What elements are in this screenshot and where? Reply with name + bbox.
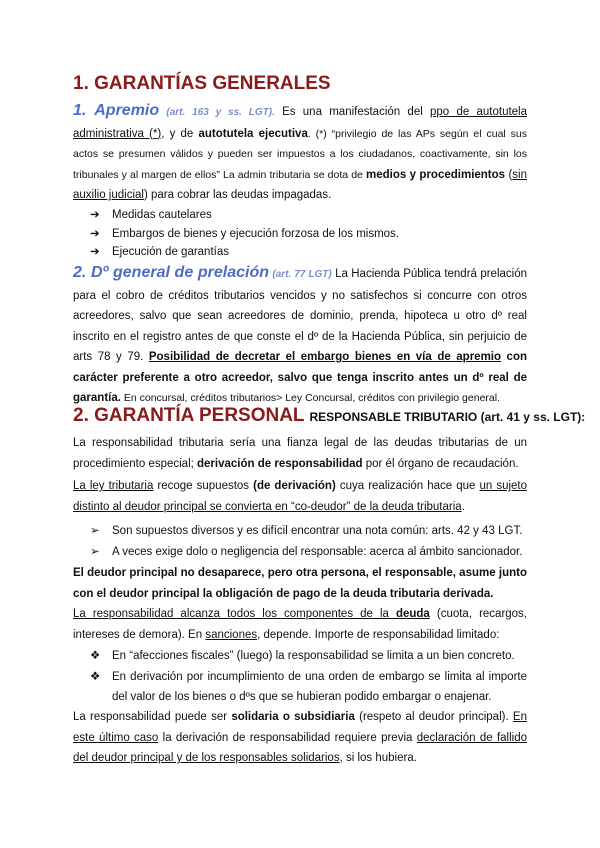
apremio-paragraph bbox=[73, 101, 527, 206]
apremio-bold-1: autotutela ejecutiva bbox=[198, 127, 308, 140]
p2-bold: (de derivación) bbox=[253, 480, 336, 492]
deudor-principal-paragraph: El deudor principal no desaparece, pero otra persona, el responsable, asume junto con el deudor principal la obligación de pago de la deuda tributaria derivada. bbox=[73, 567, 527, 600]
list-item-text: Medidas cautelares bbox=[112, 209, 212, 221]
arrow-icon: ➔ bbox=[90, 227, 100, 240]
p5-underline-2: declaración de fallido del deudor principal y de los responsables solidarios bbox=[73, 731, 527, 764]
prelacion-ref: (art. 77 LGT) bbox=[272, 269, 332, 280]
p5-text-1: La responsabilidad puede ser bbox=[73, 711, 232, 723]
p4-text-1: (cuota, recargos, intereses de demora). En bbox=[73, 608, 528, 641]
list-item bbox=[90, 206, 399, 225]
responsabilidad-paragraph bbox=[73, 433, 527, 474]
list-item bbox=[90, 521, 522, 542]
apremio-text-5: ) para cobrar las deudas impagadas. bbox=[143, 189, 332, 201]
list-item bbox=[90, 243, 399, 262]
limites-list bbox=[90, 646, 527, 708]
prelacion-paragraph bbox=[73, 263, 527, 409]
prelacion-heading: 2. Dº general de prelación bbox=[73, 264, 270, 281]
list-item-text: A veces exige dolo o negligencia del responsable: acerca al ámbito sancionador. bbox=[112, 545, 523, 558]
prelacion-bold-underline: Posibilidad de decretar el embargo bienes en vía de apremio bbox=[148, 351, 502, 363]
section2-subtitle: RESPONSABLE TRIBUTARIO (art. 41 y ss. LGT): bbox=[309, 410, 586, 424]
list-item bbox=[90, 225, 399, 244]
apremio-heading: 1. Apremio bbox=[73, 102, 160, 119]
prelacion-bold: con carácter preferente a otro acreedor, salvo que tenga inscrito antes un dº real de garantía. bbox=[73, 351, 527, 404]
p2-text-2: cuya realización hace que bbox=[335, 480, 480, 492]
p1-text-2: por él órgano de recaudación. bbox=[362, 457, 519, 470]
arrowhead-icon: ➢ bbox=[90, 525, 100, 537]
section1-title: 1. GARANTÍAS GENERALES bbox=[73, 73, 331, 94]
prelacion-text-1: La Hacienda Pública tendrá prelación para el cobro de créditos tributarios vencidos y no satisfechos si concurre con otros acreedores, salvo que sean acreedores de dominio, prenda, hipoteca u otro dº real inscrito en el registro antes de que conste el dº de la Hacienda Pública, sin perjuicio de arts 78 y 79. bbox=[73, 268, 527, 363]
arrow-icon: ➔ bbox=[90, 246, 100, 258]
list-item-text: En derivación por incumplimiento de una orden de embargo se limita al importe del valor de los bienes o dºs que se hubieran podido embargar o enajenar. bbox=[112, 670, 527, 703]
p2-text-3: . bbox=[461, 500, 465, 513]
list-item bbox=[90, 646, 527, 667]
p4-underline-2: sanciones bbox=[205, 628, 258, 641]
arrowhead-icon: ➢ bbox=[90, 545, 100, 558]
p1-bold: derivación de responsabilidad bbox=[197, 457, 363, 470]
alcance-paragraph bbox=[73, 604, 527, 645]
p5-bold: solidaria o subsidiaria bbox=[231, 711, 355, 723]
p4-bold-underline: deuda bbox=[395, 608, 430, 620]
ley-tributaria-paragraph bbox=[73, 476, 527, 517]
apremio-bold-2: medios y procedimientos bbox=[366, 168, 506, 181]
arrow-icon: ➔ bbox=[90, 209, 100, 221]
section2-title: 2. GARANTÍA PERSONAL bbox=[73, 405, 305, 426]
p5-text-3: la derivación de responsabilidad requiere previa bbox=[158, 731, 417, 744]
prelacion-text-2: En concursal, créditos tributarios> Ley Concursal, créditos con privilegio general. bbox=[120, 392, 500, 404]
list-item bbox=[90, 667, 527, 708]
list-item-text: Ejecución de garantías bbox=[112, 246, 229, 258]
p2-underline-1: La ley tributaria bbox=[73, 480, 154, 492]
list-item-text: Son supuestos diversos y es difícil encontrar una nota común: arts. 42 y 43 LGT. bbox=[112, 525, 523, 537]
p4-underline-1: La responsabilidad alcanza todos los componentes de la bbox=[73, 608, 396, 620]
p1-text-1: La responsabilidad tributaria sería una fianza legal de las deudas tributarias de un procedimiento especial; bbox=[73, 437, 527, 470]
p4-text-2: , depende. Importe de responsabilidad limitado: bbox=[257, 628, 500, 641]
p5-text-2: (respeto al deudor principal). bbox=[354, 711, 513, 723]
diamond-icon: ❖ bbox=[90, 670, 101, 683]
p5-underline-1: En este último caso bbox=[73, 711, 527, 744]
apremio-text-3: . (*) “privilegio de las APs según el cual sus actos se presumen válidos y pueden ser impuestos a los ciudadanos, coactivamente, sin los tribunales y al margen de ellos” La admin tributaria se dota de bbox=[73, 127, 527, 181]
section2-title-line bbox=[73, 405, 585, 427]
list-item-text: En “afecciones fiscales” (luego) la responsabilidad se limita a un bien concreto. bbox=[112, 650, 515, 662]
p5-text-4: , si los hubiera. bbox=[339, 752, 417, 764]
apremio-ref: (art. 163 y ss. LGT). bbox=[166, 107, 275, 118]
list-item-text: Embargos de bienes y ejecución forzosa de los mismos. bbox=[112, 227, 400, 240]
apremio-text-4: ( bbox=[505, 168, 513, 181]
p2-text-1: recoge supuestos bbox=[153, 480, 254, 492]
supuestos-list bbox=[90, 521, 522, 562]
diamond-icon: ❖ bbox=[90, 650, 101, 662]
apremio-text-1: Es una manifestación del bbox=[274, 106, 431, 118]
solidaria-paragraph bbox=[73, 707, 527, 769]
list-item bbox=[90, 542, 522, 563]
apremio-underline-1: ppo de autotutela administrativa (*) bbox=[73, 106, 528, 140]
apremio-text-2: , y de bbox=[161, 127, 199, 140]
apremio-list bbox=[90, 206, 399, 262]
apremio-underline-2: sin auxilio judicial bbox=[73, 168, 527, 201]
p2-underline-2: un sujeto distinto al deudor principal se convierta en “co-deudor” de la deuda tributaria bbox=[73, 480, 528, 513]
